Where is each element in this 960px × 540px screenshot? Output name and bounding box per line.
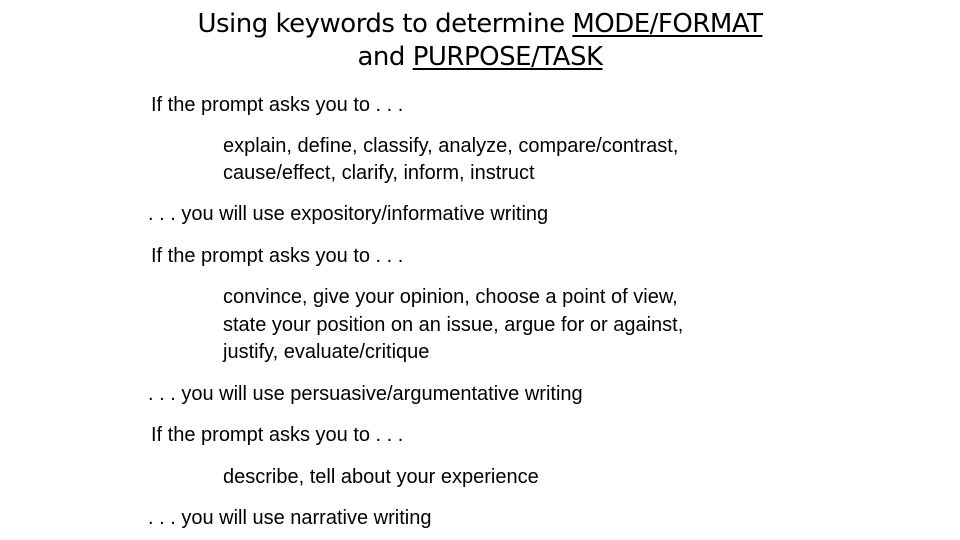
keywords-2-line-2: state your position on an issue, argue for or against,	[223, 314, 684, 336]
conclusion-line-3: . . . you will use narrative writing	[148, 507, 432, 529]
conclusion-line-2: . . . you will use persuasive/argumentative writing	[148, 383, 583, 405]
title-line-2	[0, 41, 960, 74]
prompt-line-2: If the prompt asks you to . . .	[151, 245, 404, 267]
keywords-1-line-2: cause/effect, clarify, inform, instruct	[223, 162, 535, 184]
conclusion-line-1: . . . you will use expository/informative writing	[148, 203, 549, 225]
prompt-line-3: If the prompt asks you to . . .	[151, 424, 404, 446]
prompt-line-1: If the prompt asks you to . . .	[151, 94, 404, 116]
title-line-2-text: and	[357, 42, 413, 72]
title-purpose-task: PURPOSE/TASK	[412, 42, 603, 72]
keywords-2-line-1: convince, give your opinion, choose a point of view,	[223, 286, 678, 308]
keywords-3-line-1: describe, tell about your experience	[223, 466, 539, 488]
title-line-1	[0, 8, 960, 41]
keywords-1-line-1: explain, define, classify, analyze, compare/contrast,	[223, 135, 679, 157]
slide-title	[0, 8, 960, 74]
title-line-1-text: Using keywords to determine	[197, 9, 573, 39]
title-mode-format: MODE/FORMAT	[572, 9, 763, 39]
keywords-2-line-3: justify, evaluate/critique	[223, 341, 430, 363]
